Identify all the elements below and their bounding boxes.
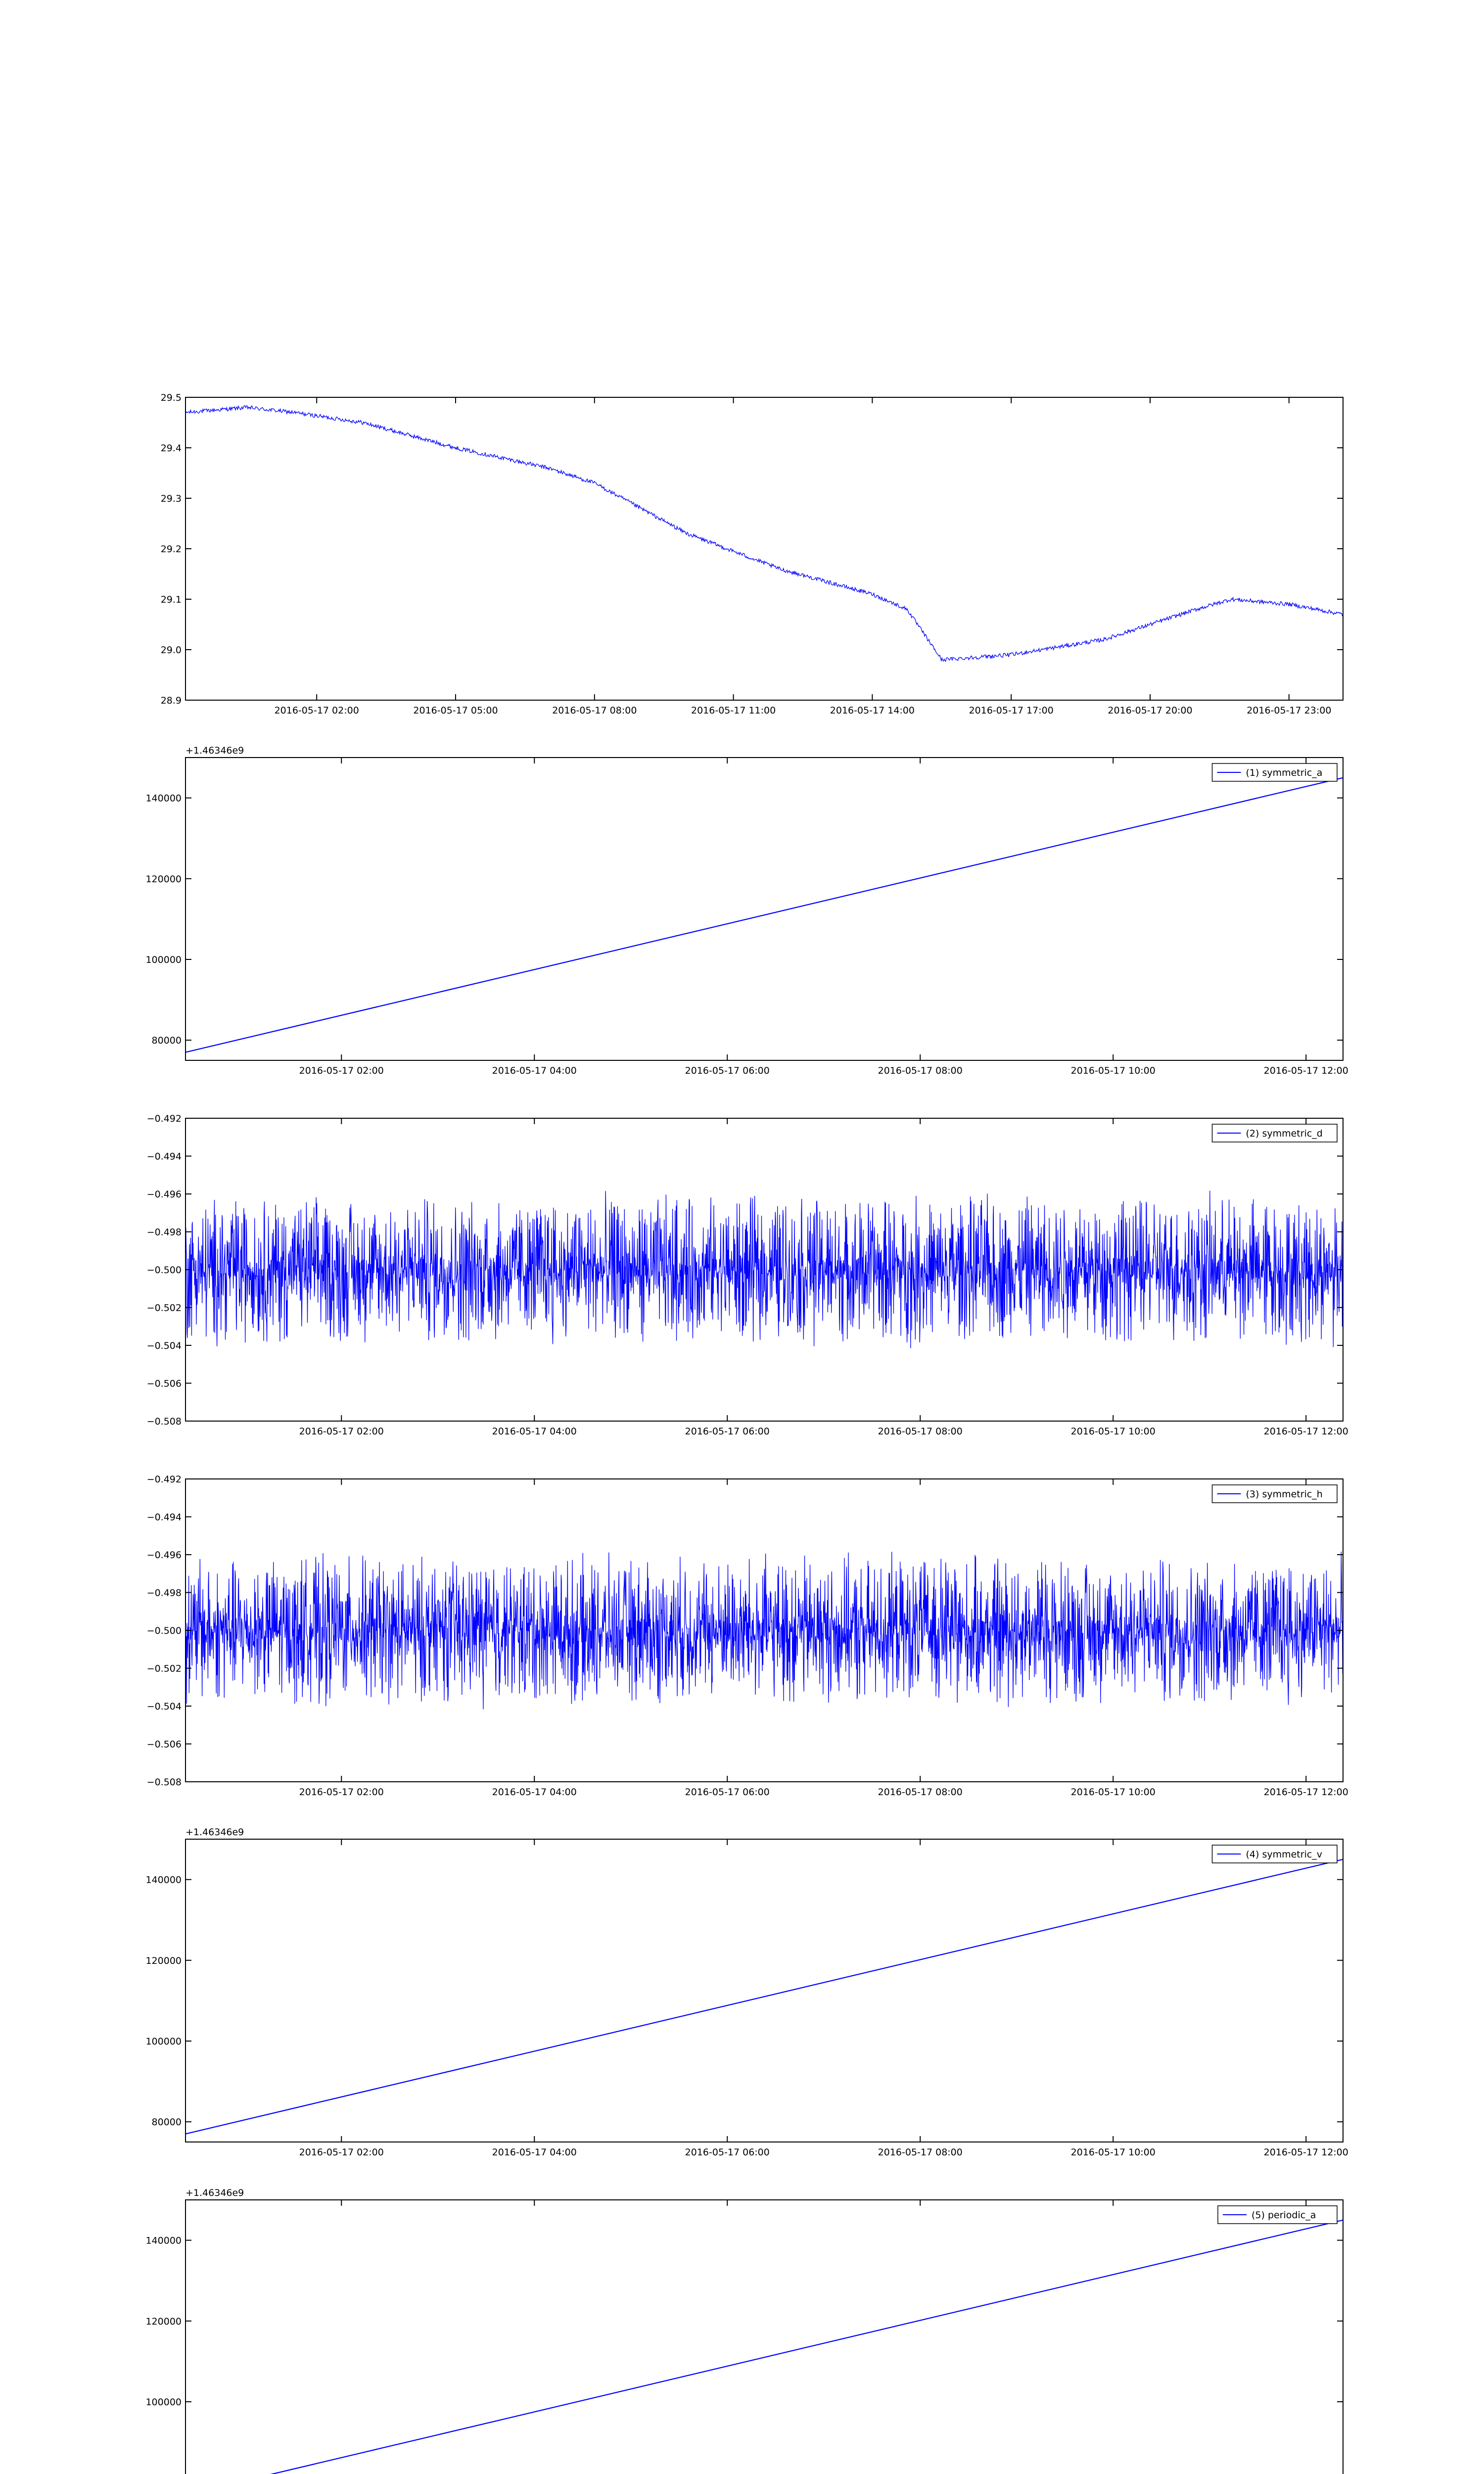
y-tick-label: −0.492 (146, 1474, 182, 1485)
y-tick-label: 80000 (151, 2117, 182, 2128)
chart-2 (145, 745, 1348, 1076)
x-tick-label: 2016-05-17 11:00 (691, 705, 776, 716)
y-tick-label: −0.504 (146, 1701, 182, 1712)
y-tick-label: 100000 (145, 2397, 182, 2408)
x-tick-label: 2016-05-17 10:00 (1070, 1787, 1156, 1798)
y-tick-label: −0.500 (146, 1625, 182, 1636)
y-tick-label: −0.494 (146, 1151, 182, 1162)
y-tick-label: −0.506 (146, 1378, 182, 1389)
series-line-3-1 (186, 1191, 1343, 1348)
x-tick-label: 2016-05-17 08:00 (878, 2147, 963, 2158)
x-tick-label: 2016-05-17 10:00 (1070, 2147, 1156, 2158)
x-tick-label: 2016-05-17 02:00 (299, 1426, 384, 1437)
y-tick-label: −0.496 (146, 1189, 182, 1200)
x-tick-label: 2016-05-17 02:00 (299, 1065, 384, 1076)
series-line-4-1 (186, 1552, 1343, 1710)
y-tick-label: −0.498 (146, 1227, 182, 1238)
y-tick-label: 28.9 (160, 695, 182, 706)
series-line-1-1 (186, 406, 1343, 662)
plot-frame (186, 2200, 1343, 2474)
y-tick-label: −0.508 (146, 1416, 182, 1427)
x-tick-label: 2016-05-17 10:00 (1070, 1426, 1156, 1437)
y-tick-label: −0.508 (146, 1777, 182, 1788)
x-tick-label: 2016-05-17 17:00 (969, 705, 1054, 716)
x-tick-label: 2016-05-17 04:00 (492, 1065, 577, 1076)
chart-4 (147, 1474, 1348, 1798)
x-tick-label: 2016-05-17 12:00 (1263, 1787, 1348, 1798)
legend (1212, 1124, 1338, 1142)
x-tick-label: 2016-05-17 12:00 (1263, 1065, 1348, 1076)
plot-frame (186, 1839, 1343, 2142)
x-tick-label: 2016-05-17 20:00 (1108, 705, 1193, 716)
x-tick-label: 2016-05-17 06:00 (685, 1787, 770, 1798)
y-tick-label: 80000 (151, 1035, 182, 1047)
chart-3 (147, 1113, 1348, 1437)
x-tick-label: 2016-05-17 06:00 (685, 2147, 770, 2158)
x-tick-label: 2016-05-17 12:00 (1263, 1426, 1348, 1437)
plot-frame (186, 397, 1343, 700)
axis-offset-label: +1.46346e9 (186, 745, 244, 756)
series-line-5-1 (186, 1859, 1343, 2134)
y-tick-label: 29.1 (160, 594, 182, 605)
y-tick-label: −0.498 (146, 1587, 182, 1599)
legend (1218, 2206, 1337, 2224)
legend-label: (1) symmetric_a (1246, 767, 1323, 778)
x-tick-label: 2016-05-17 14:00 (830, 705, 915, 716)
x-tick-label: 2016-05-17 04:00 (492, 1787, 577, 1798)
x-tick-label: 2016-05-17 23:00 (1247, 705, 1332, 716)
x-tick-label: 2016-05-17 08:00 (878, 1065, 963, 1076)
legend-label: (5) periodic_a (1252, 2210, 1316, 2221)
y-tick-label: 29.3 (160, 493, 182, 504)
chart-1 (161, 392, 1343, 716)
y-tick-label: 29.2 (160, 544, 182, 555)
axis-offset-label: +1.46346e9 (186, 2188, 244, 2198)
x-tick-label: 2016-05-17 02:00 (299, 2147, 384, 2158)
x-tick-label: 2016-05-17 05:00 (413, 705, 498, 716)
legend (1212, 763, 1338, 781)
y-tick-label: 120000 (145, 1955, 182, 1966)
x-tick-label: 2016-05-17 04:00 (492, 2147, 577, 2158)
series-line-6-1 (186, 2220, 1343, 2474)
x-tick-label: 2016-05-17 10:00 (1070, 1065, 1156, 1076)
x-tick-label: 2016-05-17 04:00 (492, 1426, 577, 1437)
y-tick-label: −0.502 (146, 1302, 182, 1314)
y-tick-label: 29.4 (160, 443, 182, 454)
legend-label: (3) symmetric_h (1246, 1489, 1323, 1500)
y-tick-label: 100000 (145, 954, 182, 965)
y-tick-label: 29.0 (160, 645, 182, 656)
y-tick-label: −0.506 (146, 1739, 182, 1750)
chart-5 (145, 1827, 1348, 2158)
y-tick-label: −0.496 (146, 1550, 182, 1561)
series-line-2-1 (186, 778, 1343, 1052)
y-tick-label: −0.502 (146, 1663, 182, 1674)
y-tick-label: −0.492 (146, 1113, 182, 1124)
x-tick-label: 2016-05-17 08:00 (878, 1426, 963, 1437)
y-tick-label: 140000 (145, 2235, 182, 2246)
y-tick-label: 140000 (145, 1874, 182, 1886)
legend (1212, 1485, 1338, 1503)
y-tick-label: 29.5 (160, 392, 182, 403)
y-tick-label: 100000 (145, 2036, 182, 2047)
x-tick-label: 2016-05-17 08:00 (878, 1787, 963, 1798)
y-tick-label: −0.494 (146, 1512, 182, 1523)
y-tick-label: 120000 (145, 873, 182, 885)
legend-label: (2) symmetric_d (1246, 1128, 1323, 1139)
chart-6 (145, 2188, 1348, 2474)
y-tick-label: −0.500 (146, 1265, 182, 1276)
y-tick-label: 140000 (145, 793, 182, 804)
y-tick-label: −0.504 (146, 1340, 182, 1351)
x-tick-label: 2016-05-17 06:00 (685, 1065, 770, 1076)
x-tick-label: 2016-05-17 08:00 (552, 705, 637, 716)
x-tick-label: 2016-05-17 12:00 (1263, 2147, 1348, 2158)
legend (1212, 1845, 1338, 1863)
x-tick-label: 2016-05-17 02:00 (299, 1787, 384, 1798)
x-tick-label: 2016-05-17 02:00 (274, 705, 359, 716)
x-tick-label: 2016-05-17 06:00 (685, 1426, 770, 1437)
axis-offset-label: +1.46346e9 (186, 1827, 244, 1838)
plot-frame (186, 758, 1343, 1060)
y-tick-label: 120000 (145, 2316, 182, 2327)
legend-label: (4) symmetric_v (1246, 1849, 1323, 1860)
